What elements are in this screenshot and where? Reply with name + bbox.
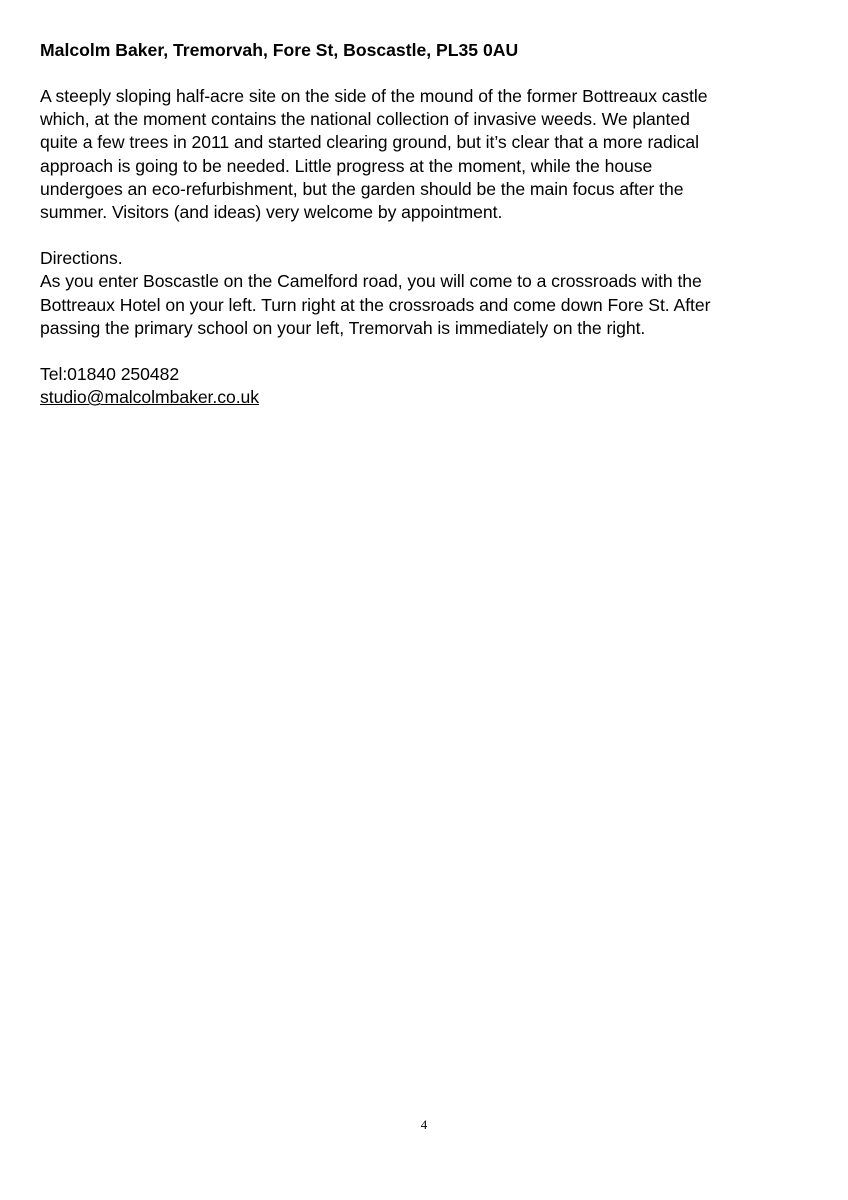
directions-section: [40, 247, 820, 340]
description-line: quite a few trees in 2011 and started clearing ground, but it’s clear that a more radical: [40, 132, 699, 153]
description-line: which, at the moment contains the national collection of invasive weeds. We planted: [40, 109, 690, 130]
directions-line: passing the primary school on your left, Tremorvah is immediately on the right.: [40, 317, 646, 338]
contact-section: [40, 363, 820, 409]
description-line: approach is going to be needed. Little progress at the moment, while the house: [40, 155, 653, 176]
description-line: A steeply sloping half-acre site on the side of the mound of the former Bottreaux castle: [40, 86, 708, 106]
directions-line: As you enter Boscastle on the Camelford road, you will come to a crossroads with the: [40, 271, 702, 292]
garden-description: [40, 85, 820, 224]
description-line: summer. Visitors (and ideas) very welcome by appointment.: [40, 202, 503, 223]
directions-title: Directions.: [40, 248, 123, 269]
document-page: [40, 38, 820, 432]
garden-heading: Malcolm Baker, Tremorvah, Fore St, Boscastle, PL35 0AU: [40, 40, 519, 60]
directions-line: Bottreaux Hotel on your left. Turn right at the crossroads and come down Fore St. After: [40, 294, 711, 315]
email-link[interactable]: studio@malcolmbaker.co.uk: [40, 387, 260, 408]
telephone-number: Tel:01840 250482: [40, 364, 180, 385]
page-number: 4: [420, 1117, 428, 1132]
description-line: undergoes an eco-refurbishment, but the garden should be the main focus after the: [40, 178, 684, 199]
